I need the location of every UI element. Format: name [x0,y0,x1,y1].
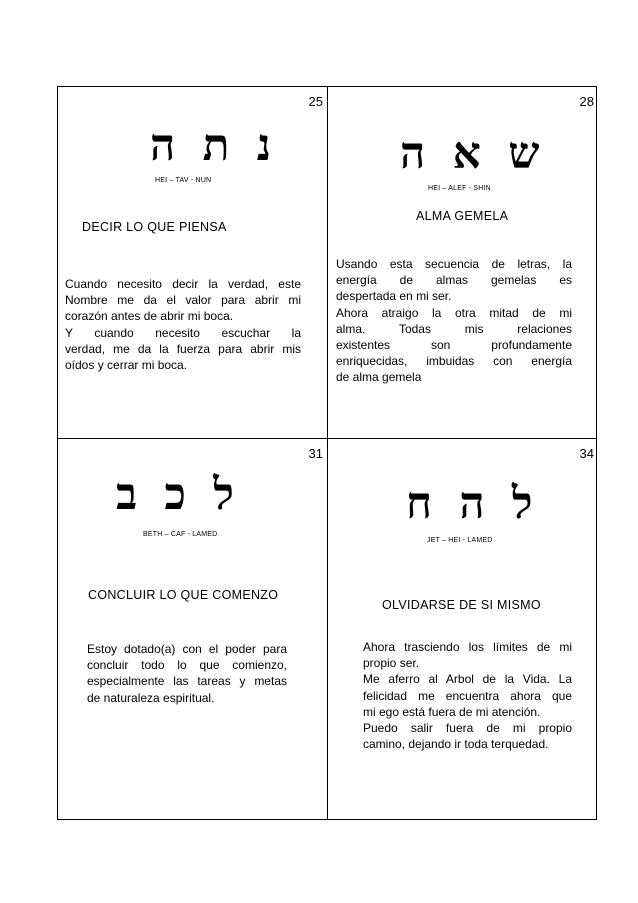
card-title: DECIR LO QUE PIENSA [82,220,227,234]
card-title: CONCLUIR LO QUE COMENZO [88,588,279,602]
body-line: oídos y cerrar mi boca. [65,358,188,373]
body-line: Y cuando necesito escuchar la [65,325,301,340]
letter-names: HEI – TAV - NUN [155,177,212,184]
card-body [87,641,287,706]
card-31 [58,439,327,821]
card-title: ALMA GEMELA [416,209,509,223]
body-line: corazón antes de abrir mi boca. [65,309,234,324]
card-25 [58,87,327,438]
body-line: de naturaleza espiritual. [87,690,215,705]
card-body [363,639,572,752]
card-body [336,256,572,386]
body-line: verdad, me da la fuerza para abrir mis [65,341,301,356]
body-line: alma. Todas mis relaciones [336,321,572,336]
body-line: existentes son profundamente [336,338,572,353]
letter-names: BETH – CAF - LAMED [143,531,218,538]
letter-names: HEI – ALEF - SHIN [428,185,491,192]
card-28 [328,87,598,438]
hebrew-letters: ש א ה [400,128,546,179]
body-line: especialmente las tareas y metas [87,674,287,689]
body-line: Puedo salir fuera de mi propio [363,721,572,736]
card-number: 34 [579,446,594,461]
body-line: propio ser. [363,656,420,671]
body-line: enriquecidas, imbuidas con energía [336,354,572,369]
body-line: de alma gemela [336,370,422,385]
card-number: 25 [308,94,323,109]
body-line: Ahora atraigo la otra mitad de mi [336,305,572,320]
body-line: Ahora trasciendo los límites de mi [363,640,572,654]
body-line: felicidad me encuentra ahora que [363,688,572,703]
body-line: Nombre me da el valor para abrir mi [65,293,301,308]
body-line: concluir todo lo que comienzo, [87,658,287,673]
card-number: 31 [308,446,323,461]
card-number: 28 [579,94,594,109]
body-line: mi ego está fuera de mi atención. [363,704,541,719]
card-34 [328,439,598,821]
body-line: despertada en mi ser. [336,289,452,304]
body-line: camino, dejando ir toda terquedad. [363,737,549,752]
cards-grid [57,86,597,820]
body-line: Usando esta secuencia de letras, la [336,257,572,271]
hebrew-letters: ל כ ב [116,469,240,520]
body-line: Cuando necesito decir la verdad, este [65,277,301,291]
card-title: OLVIDARSE DE SI MISMO [382,598,541,612]
hebrew-letters: ל ה ח [406,478,539,529]
card-body [65,276,301,373]
letter-names: JET – HEI - LAMED [427,537,493,544]
body-line: Me aferro al Arbol de la Vida. La [363,672,572,687]
hebrew-letters: נ ת ה [150,120,278,171]
body-line: Estoy dotado(a) con el poder para [87,642,287,656]
body-line: energía de almas gemelas es [336,273,572,288]
